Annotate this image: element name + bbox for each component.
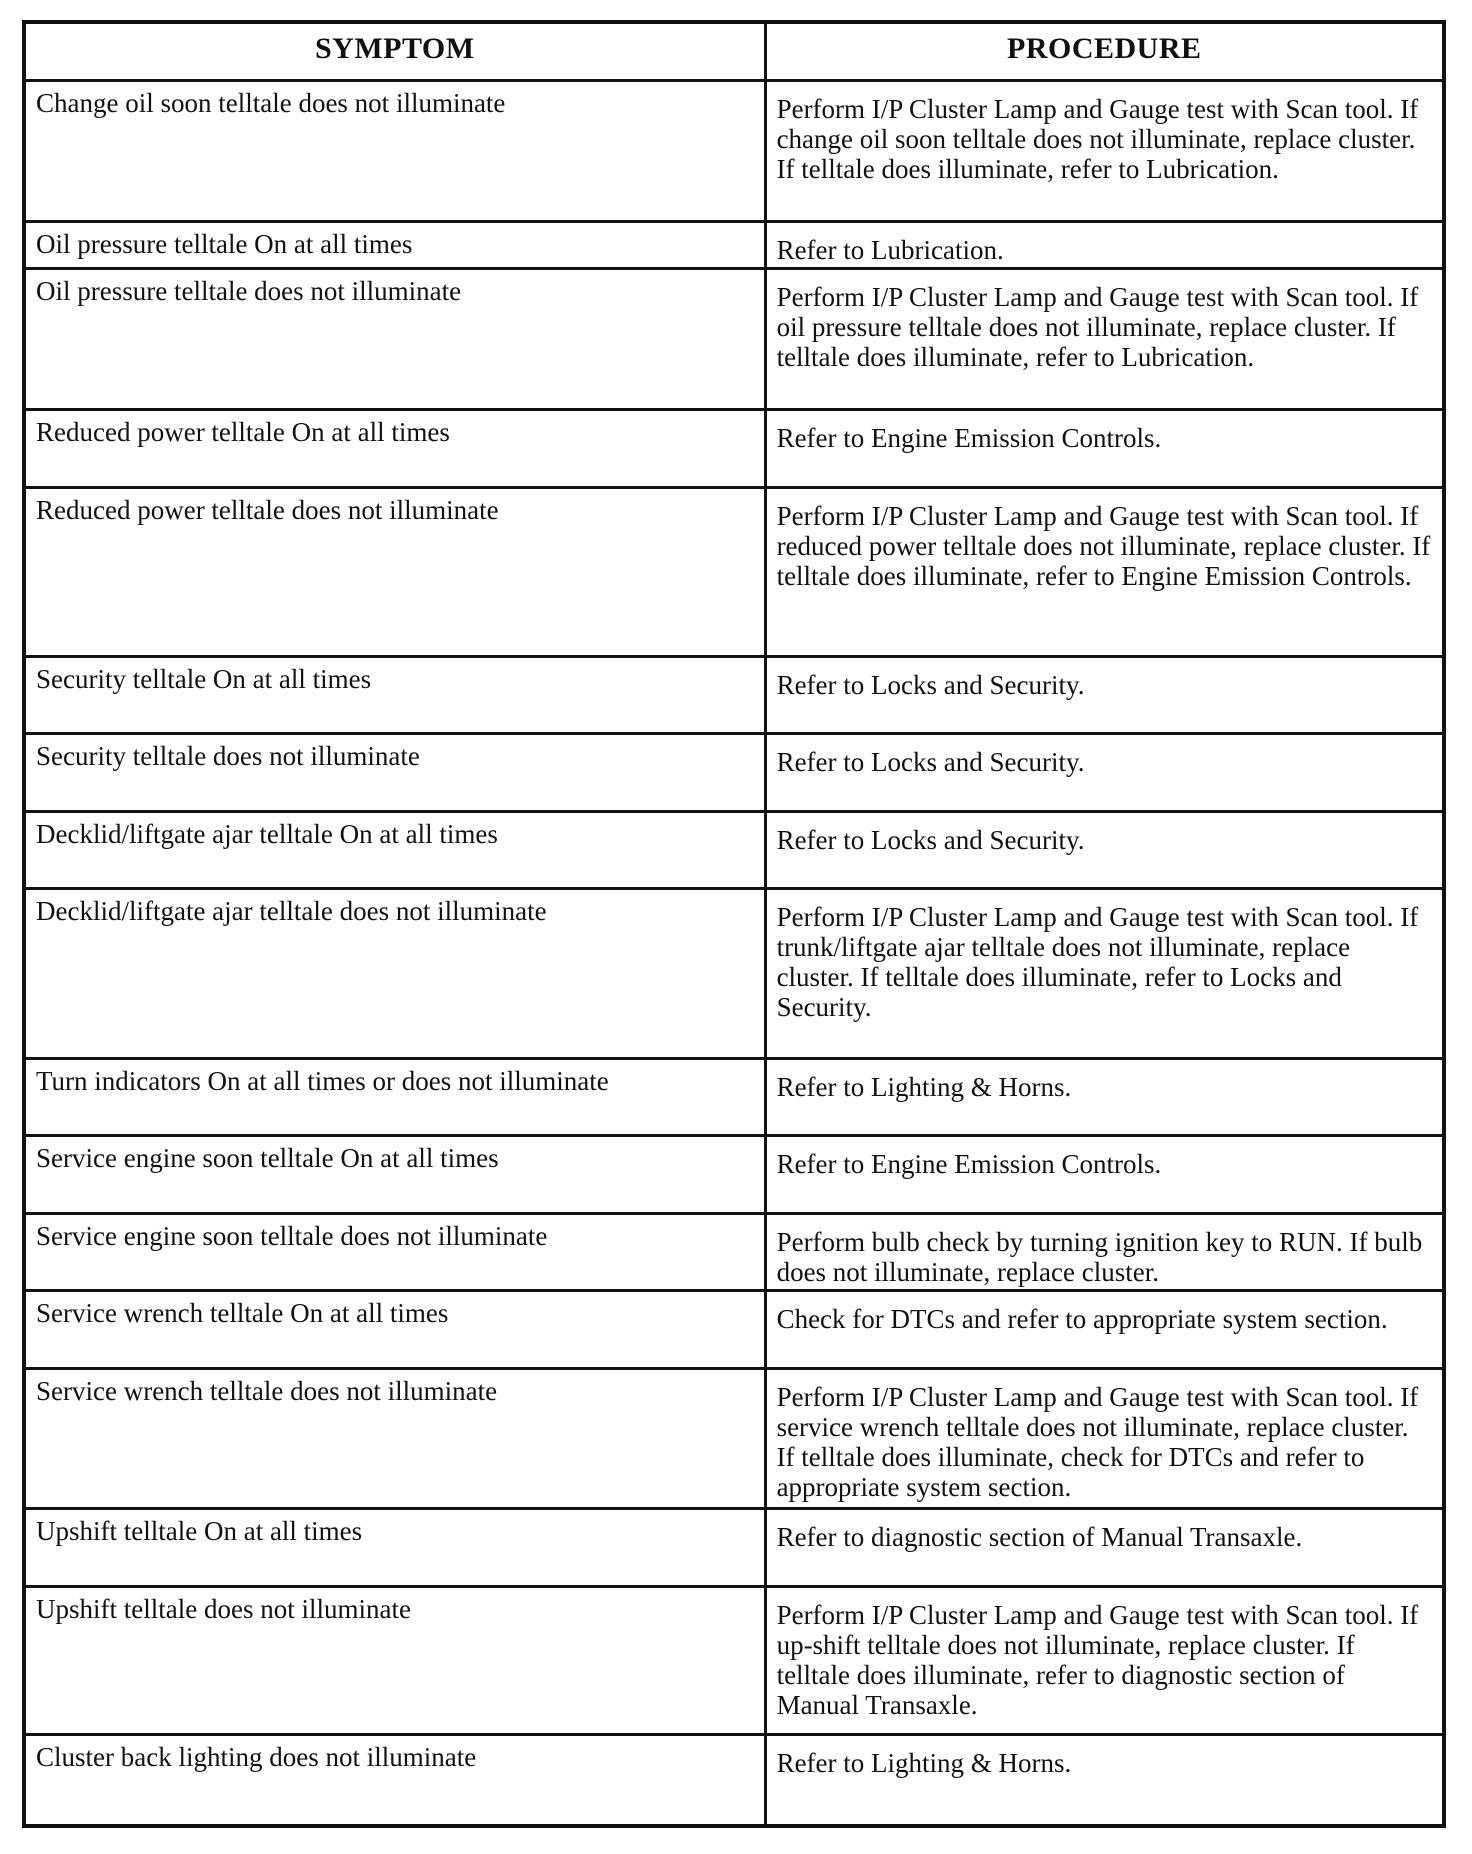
procedure-cell: Refer to Locks and Security. <box>767 658 1442 736</box>
symptom-cell: Oil pressure telltale On at all times <box>26 223 767 271</box>
procedure-cell: Refer to Locks and Security. <box>767 813 1442 891</box>
symptom-cell: Upshift telltale On at all times <box>26 1510 767 1588</box>
symptom-cell: Turn indicators On at all times or does not illuminate <box>26 1060 767 1138</box>
procedure-cell: Refer to Engine Emission Controls. <box>767 411 1442 489</box>
procedure-cell: Refer to Lighting & Horns. <box>767 1060 1442 1138</box>
symptom-cell: Service wrench telltale On at all times <box>26 1292 767 1370</box>
procedure-cell: Refer to Lubrication. <box>767 223 1442 271</box>
symptom-cell: Service engine soon telltale On at all times <box>26 1137 767 1215</box>
symptom-cell: Decklid/liftgate ajar telltale On at all times <box>26 813 767 891</box>
column-header-procedure: PROCEDURE <box>767 24 1442 82</box>
symptom-cell: Decklid/liftgate ajar telltale does not illuminate <box>26 890 767 1059</box>
symptom-procedure-table <box>22 20 1446 1828</box>
procedure-cell: Check for DTCs and refer to appropriate system section. <box>767 1292 1442 1370</box>
column-header-symptom: SYMPTOM <box>26 24 767 82</box>
symptom-cell: Reduced power telltale On at all times <box>26 411 767 489</box>
procedure-cell: Perform I/P Cluster Lamp and Gauge test with Scan tool. If trunk/liftgate ajar telltale does not illuminate, replace cluster. If telltale does illuminate, refer to Locks and Security. <box>767 890 1442 1059</box>
symptom-cell: Security telltale On at all times <box>26 658 767 736</box>
symptom-cell: Cluster back lighting does not illuminate <box>26 1736 767 1824</box>
procedure-cell: Perform bulb check by turning ignition key to RUN. If bulb does not illuminate, replace cluster. <box>767 1215 1442 1293</box>
procedure-cell: Perform I/P Cluster Lamp and Gauge test with Scan tool. If reduced power telltale does not illuminate, replace cluster. If telltale does illuminate, refer to Engine Emission Controls. <box>767 489 1442 658</box>
procedure-cell: Perform I/P Cluster Lamp and Gauge test with Scan tool. If service wrench telltale does not illuminate, replace cluster. If telltale does illuminate, check for DTCs and refer to appropriate system section. <box>767 1370 1442 1511</box>
procedure-cell: Refer to diagnostic section of Manual Transaxle. <box>767 1510 1442 1588</box>
symptom-cell: Service wrench telltale does not illuminate <box>26 1370 767 1511</box>
procedure-cell: Refer to Locks and Security. <box>767 735 1442 813</box>
symptom-cell: Upshift telltale does not illuminate <box>26 1588 767 1736</box>
procedure-cell: Refer to Engine Emission Controls. <box>767 1137 1442 1215</box>
procedure-cell: Perform I/P Cluster Lamp and Gauge test with Scan tool. If up-shift telltale does not illuminate, replace cluster. If telltale does illuminate, refer to diagnostic section of Manual Transaxle. <box>767 1588 1442 1736</box>
symptom-cell: Reduced power telltale does not illuminate <box>26 489 767 658</box>
procedure-cell: Perform I/P Cluster Lamp and Gauge test with Scan tool. If oil pressure telltale does not illuminate, replace cluster. If telltale does illuminate, refer to Lubrication. <box>767 270 1442 411</box>
symptom-cell: Service engine soon telltale does not illuminate <box>26 1215 767 1293</box>
procedure-cell: Perform I/P Cluster Lamp and Gauge test with Scan tool. If change oil soon telltale does not illuminate, replace cluster. If telltale does illuminate, refer to Lubrication. <box>767 82 1442 223</box>
procedure-cell: Refer to Lighting & Horns. <box>776 1747 1072 1778</box>
symptom-cell: Oil pressure telltale does not illuminate <box>26 270 767 411</box>
symptom-cell: Change oil soon telltale does not illuminate <box>26 82 767 223</box>
symptom-cell: Security telltale does not illuminate <box>26 735 767 813</box>
